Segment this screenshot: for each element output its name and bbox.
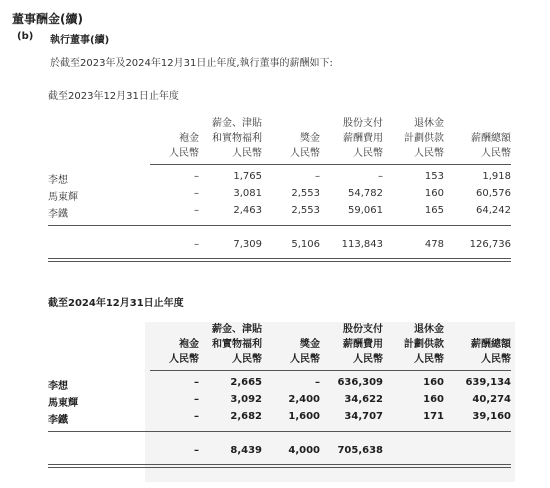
table-cell: 160 [423,377,444,388]
table-cell: 34,622 [344,394,383,405]
column-header [139,131,199,161]
column-header-line: 袍金 [179,133,199,144]
total-cell: 478 [424,239,444,250]
table-cell: – [315,377,320,388]
total-cell: 5,106 [291,239,320,250]
table-cell: 39,160 [472,411,511,422]
column-header-line: 人民幣 [169,148,199,159]
total-double-rule [48,467,511,468]
table-cell: 54,782 [348,188,383,199]
total-cell: 7,309 [233,239,262,250]
table-cell: – [194,171,199,182]
total-double-rule [48,464,511,465]
table-cell: 636,309 [337,377,383,388]
total-cell: 113,843 [341,239,383,250]
table-cell: – [194,205,199,216]
column-header-line: 薪酬費用 [343,133,383,144]
column-header-line: 薪金、津貼 [212,324,262,335]
total-cell: 126,736 [469,239,511,250]
column-header [265,131,320,161]
table-cell: – [315,171,320,182]
total-double-rule [48,258,511,259]
column-header [192,116,262,161]
row-label-director: 馬東輝 [48,192,78,203]
column-header-line: 人民幣 [353,354,383,365]
column-header-line: 股份支付 [343,118,383,129]
column-header [384,322,444,367]
page-title: 董事酬金(續) [12,12,83,26]
table-cell: – [194,411,199,422]
table-cell: 1,918 [482,171,511,182]
row-label-director: 馬東輝 [48,398,78,409]
table-cell: – [378,171,383,182]
column-header-line: 薪酬總額 [471,133,511,144]
column-header-line: 人民幣 [232,148,262,159]
table-cell: 3,092 [230,394,262,405]
table-2024-title: 截至2024年12月31日止年度 [48,298,184,309]
column-header [139,337,199,367]
column-header-line: 人民幣 [353,148,383,159]
column-header-line: 人民幣 [414,354,444,365]
column-header-line: 袍金 [179,339,199,350]
table-cell: 59,061 [348,205,383,216]
table-cell: – [194,394,199,405]
column-header [318,116,383,161]
table-cell: – [194,377,199,388]
table-cell: 153 [424,171,444,182]
column-header-line: 股份支付 [343,324,383,335]
column-header-line: 人民幣 [481,148,511,159]
column-header-line: 獎金 [300,133,320,144]
table-cell: 2,463 [233,205,262,216]
column-header [446,131,511,161]
table-cell: 2,553 [291,188,320,199]
table-cell: 639,134 [465,377,511,388]
column-header-line: 和實物福利 [212,133,262,144]
total-cell: – [194,445,199,456]
column-header [318,322,383,367]
table-cell: 160 [424,188,444,199]
header-rule [150,370,511,371]
total-cell: 705,638 [337,445,383,456]
column-header [192,322,262,367]
table-cell: 2,400 [288,394,320,405]
table-cell: – [194,188,199,199]
column-header-line: 人民幣 [232,354,262,365]
column-header-line: 人民幣 [290,148,320,159]
table-cell: 165 [424,205,444,216]
column-header-line: 人民幣 [290,354,320,365]
table-cell: 2,553 [291,205,320,216]
row-label-director: 李鐵 [48,415,68,426]
column-header [446,337,511,367]
table-2023-title: 截至2023年12月31日止年度 [48,91,179,102]
table-cell: 171 [423,411,444,422]
total-cell: 8,439 [230,445,262,456]
column-header [384,116,444,161]
row-label-director: 李想 [48,381,68,392]
total-double-rule [48,261,511,262]
table-cell: 34,707 [344,411,383,422]
table-cell: 2,682 [230,411,262,422]
table-cell: 1,765 [233,171,262,182]
column-header-line: 薪金、津貼 [212,118,262,129]
table-cell: 1,600 [288,411,320,422]
row-label-director: 李想 [48,175,68,186]
column-header-line: 人民幣 [169,354,199,365]
column-header-line: 薪酬費用 [343,339,383,350]
row-label-director: 李鐵 [48,209,68,220]
remuneration-table-2023 [0,116,550,276]
table-cell: 2,665 [230,377,262,388]
table-cell: 64,242 [476,205,511,216]
column-header-line: 計劃供款 [404,133,444,144]
total-cell: 4,000 [288,445,320,456]
column-header-line: 和實物福利 [212,339,262,350]
subtotal-rule [48,225,511,226]
column-header-line: 人民幣 [414,148,444,159]
section-label: (b) [17,31,34,42]
column-header-line: 獎金 [300,339,320,350]
column-header-line: 退休金 [414,118,444,129]
column-header-line: 退休金 [414,324,444,335]
subtotal-rule [48,431,511,432]
header-rule [150,164,511,165]
table-cell: 3,081 [233,188,262,199]
table-cell: 60,576 [476,188,511,199]
table-cell: 40,274 [472,394,511,405]
section-title: 執行董事(續) [50,35,110,46]
table-cell: 160 [423,394,444,405]
column-header-line: 人民幣 [481,354,511,365]
intro-paragraph: 於截至2023年及2024年12月31日止年度,執行董事的薪酬如下: [50,58,333,69]
column-header [265,337,320,367]
column-header-line: 薪酬總額 [471,339,511,350]
remuneration-table-2024 [0,322,550,488]
total-cell: – [194,239,199,250]
column-header-line: 計劃供款 [404,339,444,350]
